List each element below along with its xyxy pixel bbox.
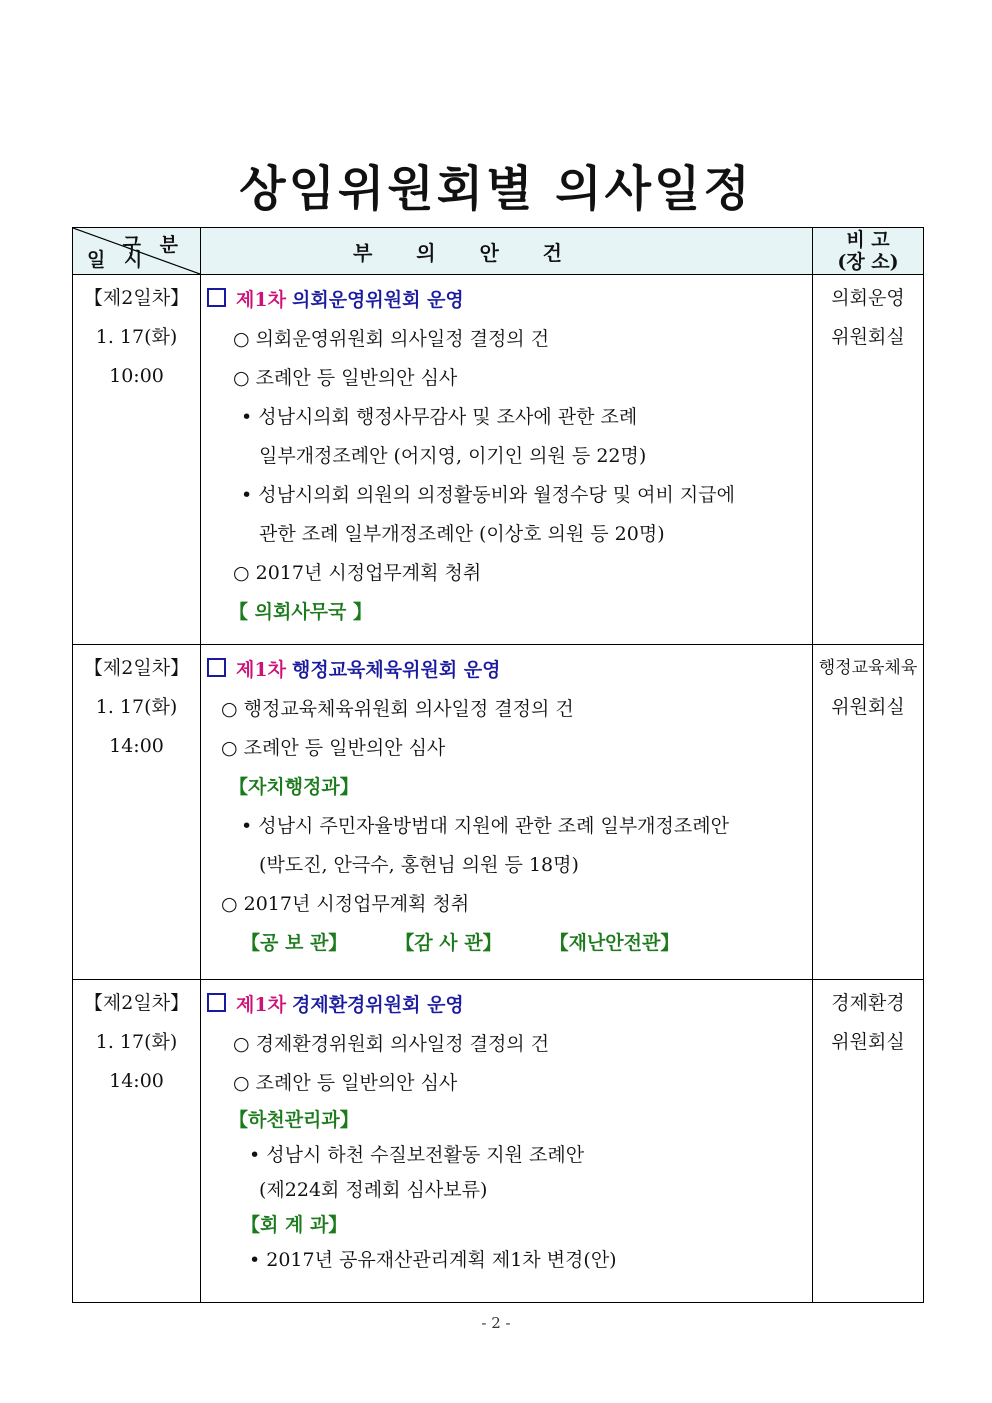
time-label: 10:00 — [109, 365, 164, 387]
committee-title — [207, 986, 812, 1025]
department-label: 【 의회사무국 】 — [229, 601, 372, 623]
header-agenda-char: 의 — [416, 240, 436, 265]
bill-item: • 성남시의회 행정사무감사 및 조사에 관한 조례 — [241, 406, 638, 428]
header-agenda-char: 부 — [353, 240, 373, 265]
committee-row — [73, 645, 924, 980]
department-label: 【공 보 관】 — [241, 932, 348, 954]
department-label: 【감 사 관】 — [395, 932, 502, 954]
department-labels — [207, 924, 812, 963]
bill-item-cont: 일부개정조례안 (어지영, 이기인 의원 등 22명) — [259, 445, 647, 467]
place-label: 의회운영 — [831, 287, 905, 309]
header-agenda-cell — [201, 228, 813, 275]
date-label: 1. 17(화) — [95, 326, 178, 348]
place-label: 경제환경 — [831, 992, 905, 1014]
agenda-item: ○ 행정교육체육위원회 의사일정 결정의 건 — [221, 698, 574, 720]
header-agenda-char: 건 — [542, 240, 562, 265]
department-label: 【하천관리과】 — [229, 1109, 359, 1131]
day-label: 【제2일차】 — [83, 287, 190, 309]
header-place: (장 소) — [837, 251, 899, 273]
agenda-item: ○ 2017년 시정업무계획 청취 — [233, 562, 482, 584]
checkbox-square-icon — [207, 658, 226, 677]
time-label: 14:00 — [109, 735, 164, 757]
agenda-cell — [201, 645, 813, 980]
bill-item-cont: (제224회 정례회 심사보류) — [259, 1179, 488, 1201]
place-label: 위원회실 — [831, 1031, 905, 1053]
place-label: 위원회실 — [831, 696, 905, 718]
header-note: 비 고 — [846, 229, 890, 251]
date-cell — [73, 980, 201, 1303]
department-label: 【자치행정과】 — [229, 776, 359, 798]
agenda-item: ○ 2017년 시정업무계획 청취 — [221, 893, 470, 915]
header-note-cell — [813, 228, 924, 275]
bill-item: • 성남시의회 의원의 의정활동비와 월정수당 및 여비 지급에 — [241, 484, 735, 506]
place-cell — [813, 275, 924, 645]
committee-row — [73, 980, 924, 1303]
header-agenda-char: 안 — [479, 240, 499, 265]
bill-item-cont: 관한 조례 일부개정조례안 (이상호 의원 등 20명) — [259, 523, 665, 545]
day-label: 【제2일차】 — [83, 657, 190, 679]
committee-title — [207, 651, 812, 690]
bill-item: • 2017년 공유재산관리계획 제1차 변경(안) — [249, 1249, 617, 1271]
agenda-cell — [201, 275, 813, 645]
page-title: 상임위원회별 의사일정 — [239, 161, 753, 217]
day-label: 【제2일차】 — [83, 992, 190, 1014]
agenda-item: ○ 경제환경위원회 의사일정 결정의 건 — [233, 1033, 550, 1055]
committee-title — [207, 281, 812, 320]
table-header-row — [73, 228, 924, 275]
committee-name: 행정교육체육위원회 운영 — [291, 659, 501, 681]
agenda-item: ○ 조례안 등 일반의안 심사 — [233, 367, 458, 389]
agenda-item: ○ 조례안 등 일반의안 심사 — [233, 1072, 458, 1094]
header-gubun: 구 분 — [122, 234, 184, 256]
agenda-cell — [201, 980, 813, 1303]
header-date-cell — [73, 228, 201, 275]
agenda-item: ○ 의회운영위원회 의사일정 결정의 건 — [233, 328, 550, 350]
committee-name: 의회운영위원회 운영 — [291, 289, 464, 311]
date-label: 1. 17(화) — [95, 696, 178, 718]
time-label: 14:00 — [109, 1070, 164, 1092]
header-ilsi: 일 시 — [87, 249, 149, 271]
date-cell — [73, 645, 201, 980]
committee-row — [73, 275, 924, 645]
department-label: 【회 계 과】 — [241, 1214, 348, 1236]
bill-item: • 성남시 주민자율방범대 지원에 관한 조례 일부개정조례안 — [241, 815, 729, 837]
department-label: 【재난안전관】 — [549, 932, 680, 954]
bill-item-cont: (박도진, 안극수, 홍현님 의원 등 18명) — [259, 854, 579, 876]
page-number: - 2 - — [481, 1314, 511, 1332]
meeting-order: 제1차 — [236, 659, 286, 681]
checkbox-square-icon — [207, 993, 226, 1012]
place-cell — [813, 645, 924, 980]
meeting-order: 제1차 — [236, 994, 286, 1016]
meeting-order: 제1차 — [236, 289, 286, 311]
place-label: 행정교육체육 — [818, 658, 918, 678]
date-label: 1. 17(화) — [95, 1031, 178, 1053]
place-label: 위원회실 — [831, 326, 905, 348]
checkbox-square-icon — [207, 288, 226, 307]
place-cell — [813, 980, 924, 1303]
committee-name: 경제환경위원회 운영 — [291, 994, 464, 1016]
date-cell — [73, 275, 201, 645]
agenda-item: ○ 조례안 등 일반의안 심사 — [221, 737, 446, 759]
bill-item: • 성남시 하천 수질보전활동 지원 조례안 — [249, 1144, 585, 1166]
schedule-table — [72, 227, 924, 1303]
